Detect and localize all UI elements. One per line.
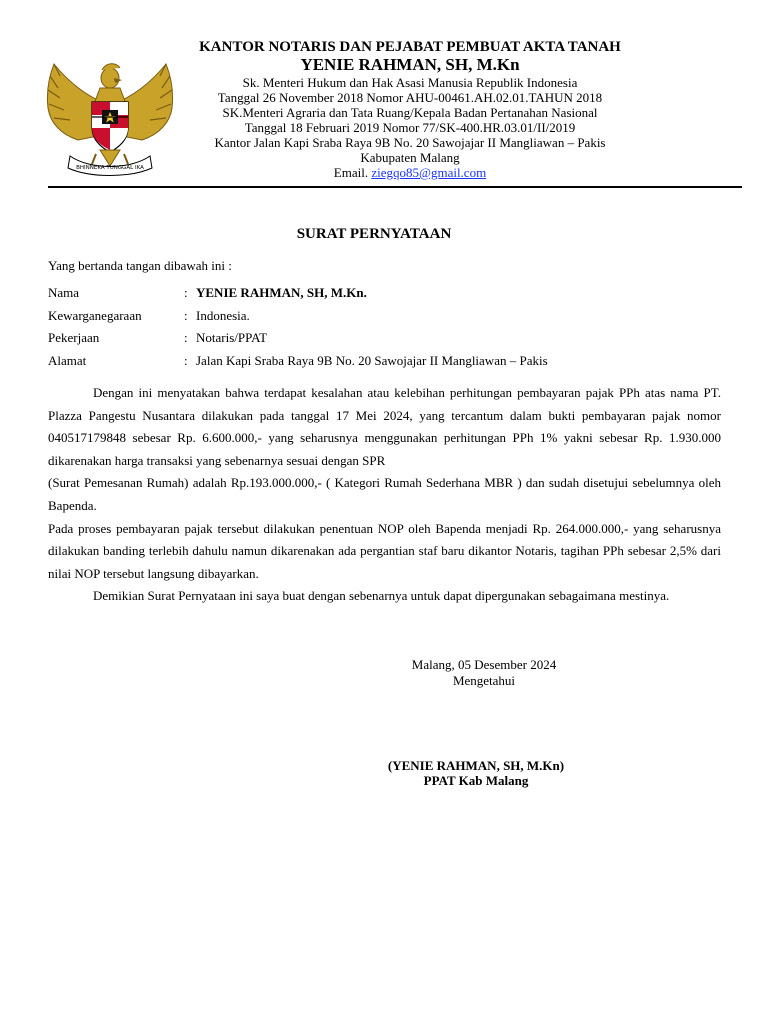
paragraph-4: Demikian Surat Pernyataan ini saya buat dengan sebenarnya untuk dapat dipergunakan sebagaimana mestinya.: [93, 588, 670, 604]
office-regency: Kabupaten Malang: [360, 150, 460, 165]
decree-line-2: Tanggal 26 November 2018 Nomor AHU-00461.AH.02.01.TAHUN 2018: [217, 90, 603, 105]
identity-row-nationality: [48, 308, 548, 331]
identity-key: Nama: [48, 285, 80, 300]
email-link[interactable]: ziegqo85@gmail.com: [371, 165, 487, 180]
identity-row-name: [48, 285, 548, 308]
identity-colon: :: [184, 307, 188, 323]
office-title: KANTOR NOTARIS DAN PEJABAT PEMBUAT AKTA TANAH: [199, 39, 621, 55]
signatory-name: (YENIE RAHMAN, SH, M.Kn): [387, 758, 565, 773]
identity-key: Alamat: [48, 352, 87, 368]
paragraph-2: (Surat Pemesanan Rumah) adalah Rp.193.000.000,- ( Kategori Rumah Sederhana MBR ) dan sudah disetujui sebelumnya oleh Bapenda.: [48, 475, 721, 513]
paragraph-1: Dengan ini menyatakan bahwa terdapat kesalahan atau kelebihan perhitungan pembayaran pajak PPh atas nama PT. Plazza Pangestu Nusantara dilakukan pada tanggal 17 Mei 2024, yang tercantum dalam bukti pembayaran pajak nomor 040517179848 sebesar Rp. 6.600.000,- yang seharusnya menggunakan perhitungan PPh 1% yakni sebesar Rp. 1.930.000 dikarenakan harga transaksi yang sebenarnya sesuai dengan SPR: [48, 385, 721, 468]
decree-line-4: Tanggal 18 Februari 2019 Nomor 77/SK-400.HR.03.01/II/2019: [244, 120, 576, 135]
decree-line-1: Sk. Menteri Hukum dan Hak Asasi Manusia Republik Indonesia: [242, 75, 578, 90]
decree-line-3: SK.Menteri Agraria dan Tata Ruang/Kepala Badan Pertanahan Nasional: [222, 105, 598, 120]
identity-colon: :: [184, 352, 188, 368]
identity-row-address: [48, 353, 548, 376]
letterhead-divider: [48, 186, 742, 188]
identity-value: Notaris/PPAT: [196, 330, 268, 345]
statement-body: [48, 382, 721, 608]
identity-key: Pekerjaan: [48, 330, 100, 345]
identity-value: Indonesia.: [196, 307, 250, 323]
notary-name: YENIE RAHMAN, SH, M.Kn: [300, 55, 520, 74]
document-title: SURAT PERNYATAAN: [296, 226, 452, 242]
signatory-block: [346, 758, 606, 788]
identity-colon: :: [184, 285, 188, 300]
email-line: [150, 165, 670, 180]
signature-place-date: [384, 657, 584, 689]
paragraph-3: Pada proses pembayaran pajak tersebut dilakukan penentuan NOP oleh Bapenda menjadi Rp. 264.000.000,- yang seharusnya dilakukan banding terlebih dahulu namun dikarenakan ada pergantian staf baru dikantor Notaris, tagihan PPh sebesar 2,5% dari nilai NOP tersebut langsung dibayarkan.: [48, 520, 721, 581]
signatory-position: PPAT Kab Malang: [423, 773, 529, 788]
office-address: Kantor Jalan Kapi Sraba Raya 9B No. 20 Sawojajar II Mangliawan – Pakis: [214, 135, 606, 150]
identity-colon: :: [184, 330, 188, 345]
place-date: Malang, 05 Desember 2024: [411, 657, 557, 672]
emblem-motto: BHINNEKA TUNGGAL IKA: [76, 165, 144, 171]
identity-key: Kewarganegaraan: [48, 307, 142, 323]
identity-row-occupation: [48, 330, 548, 353]
letterhead: [150, 39, 670, 180]
identity-value: Jalan Kapi Sraba Raya 9B No. 20 Sawojajar II Mangliawan – Pakis: [196, 352, 548, 368]
acknowledged-label: Mengetahui: [452, 673, 516, 688]
identity-table: [48, 285, 548, 375]
intro-text: Yang bertanda tangan dibawah ini :: [48, 258, 232, 273]
email-label: Email.: [333, 165, 369, 180]
identity-value: YENIE RAHMAN, SH, M.Kn.: [196, 285, 367, 300]
